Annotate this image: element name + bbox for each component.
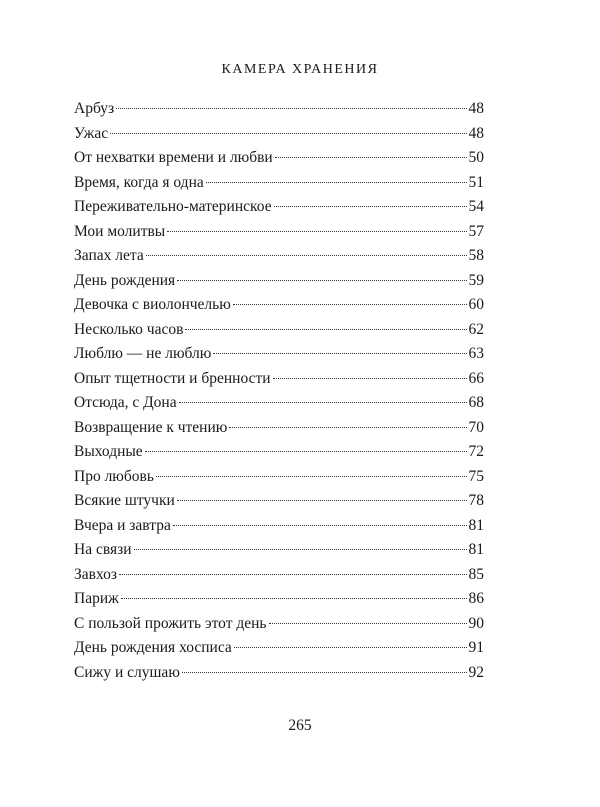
toc-entry xyxy=(74,223,484,248)
dot-leader xyxy=(177,500,467,501)
toc-entry-title: Арбуз xyxy=(74,100,115,117)
toc-entry-page: 85 xyxy=(468,565,484,583)
toc-entry-page: 48 xyxy=(468,124,484,142)
toc-entry-title: Переживательно-материнское xyxy=(74,198,272,215)
dot-leader xyxy=(145,451,467,452)
dot-leader xyxy=(233,304,467,305)
toc-entry xyxy=(74,345,484,370)
toc-entry-page: 91 xyxy=(468,639,484,656)
toc-entry xyxy=(74,370,484,395)
toc-entry-title: Отсюда, с Дона xyxy=(74,394,177,411)
toc-entry xyxy=(74,590,484,615)
toc-entry-title: Девочка с виолончелью xyxy=(74,296,231,313)
dot-leader xyxy=(173,525,467,526)
toc-entry xyxy=(74,517,484,542)
toc-entry-page: 50 xyxy=(468,149,484,166)
toc-entry-title: Люблю — не люблю xyxy=(74,345,212,362)
toc-entry-page: 59 xyxy=(468,271,484,289)
toc-entry-title: День рождения xyxy=(74,271,176,289)
toc-entry xyxy=(74,443,484,468)
toc-entry-page: 72 xyxy=(468,443,484,460)
dot-leader xyxy=(119,574,467,575)
dot-leader xyxy=(274,206,467,207)
page-number: 265 xyxy=(288,717,312,734)
dot-leader xyxy=(121,598,467,599)
toc-entry-title: Про любовь xyxy=(74,467,154,485)
toc-entry-title: От нехватки времени и любви xyxy=(74,149,273,166)
toc-entry-title: Выходные xyxy=(74,443,143,460)
toc-entry xyxy=(74,149,484,174)
toc-entry-title: Опыт тщетности и бренности xyxy=(74,369,271,387)
dot-leader xyxy=(275,157,467,158)
toc-entry xyxy=(74,247,484,272)
toc-entry-page: 81 xyxy=(468,541,484,558)
toc-entry xyxy=(74,419,484,444)
dot-leader xyxy=(206,182,467,183)
dot-leader xyxy=(167,231,466,232)
toc-entry-page: 48 xyxy=(468,100,484,117)
toc-entry xyxy=(74,296,484,321)
dot-leader xyxy=(273,378,467,379)
dot-leader xyxy=(134,549,467,550)
toc-entry-page: 81 xyxy=(468,516,484,534)
toc-entry xyxy=(74,468,484,493)
toc-entry-title: День рождения хосписа xyxy=(74,639,232,656)
toc-entry-page: 68 xyxy=(468,394,484,411)
toc-entry xyxy=(74,100,484,125)
toc-entry xyxy=(74,272,484,297)
toc-entry-title: Время, когда я одна xyxy=(74,173,204,191)
toc-entry-page: 90 xyxy=(468,614,484,632)
toc-entry-title: На связи xyxy=(74,541,132,558)
toc-entry-title: Возвращение к чтению xyxy=(74,418,228,436)
toc-entry-page: 54 xyxy=(468,198,484,215)
toc-entry-page: 92 xyxy=(468,663,484,681)
toc-entry-page: 70 xyxy=(468,418,484,436)
dot-leader xyxy=(229,427,466,428)
toc-entry xyxy=(74,394,484,419)
toc-entry xyxy=(74,541,484,566)
dot-leader xyxy=(146,255,467,256)
toc-entry-title: С пользой прожить этот день xyxy=(74,614,267,632)
toc-entry-title: Несколько часов xyxy=(74,320,184,338)
toc-entry xyxy=(74,174,484,199)
toc-entry xyxy=(74,566,484,591)
toc-entry-page: 58 xyxy=(468,247,484,264)
toc-entry xyxy=(74,125,484,150)
toc-entry-title: Париж xyxy=(74,590,119,607)
dot-leader xyxy=(213,353,466,354)
toc-entry-page: 51 xyxy=(468,173,484,191)
toc-entry-title: Завхоз xyxy=(74,565,117,583)
toc-entry-page: 57 xyxy=(468,222,484,240)
toc-entry xyxy=(74,321,484,346)
dot-leader xyxy=(185,329,466,330)
dot-leader xyxy=(110,133,466,134)
dot-leader xyxy=(116,108,466,109)
table-of-contents xyxy=(74,100,484,688)
toc-entry xyxy=(74,639,484,664)
running-head: КАМЕРА ХРАНЕНИЯ xyxy=(221,62,379,77)
toc-entry-page: 63 xyxy=(468,345,484,362)
toc-entry-page: 75 xyxy=(468,467,484,485)
dot-leader xyxy=(269,623,467,624)
toc-entry-title: Мои молитвы xyxy=(74,222,166,240)
toc-entry-title: Сижу и слушаю xyxy=(74,663,180,681)
toc-entry xyxy=(74,664,484,689)
dot-leader xyxy=(182,672,467,673)
toc-entry-title: Ужас xyxy=(74,124,109,142)
toc-entry xyxy=(74,198,484,223)
toc-entry-page: 62 xyxy=(468,320,484,338)
toc-entry-page: 78 xyxy=(468,492,484,509)
toc-entry xyxy=(74,492,484,517)
toc-entry-title: Вчера и завтра xyxy=(74,516,171,534)
toc-entry-page: 60 xyxy=(468,296,484,313)
toc-entry-title: Всякие штучки xyxy=(74,492,175,509)
toc-entry xyxy=(74,615,484,640)
toc-entry-page: 66 xyxy=(468,369,484,387)
toc-entry-title: Запах лета xyxy=(74,247,144,264)
dot-leader xyxy=(179,402,467,403)
dot-leader xyxy=(234,647,467,648)
dot-leader xyxy=(156,476,467,477)
dot-leader xyxy=(177,280,466,281)
toc-entry-page: 86 xyxy=(468,590,484,607)
